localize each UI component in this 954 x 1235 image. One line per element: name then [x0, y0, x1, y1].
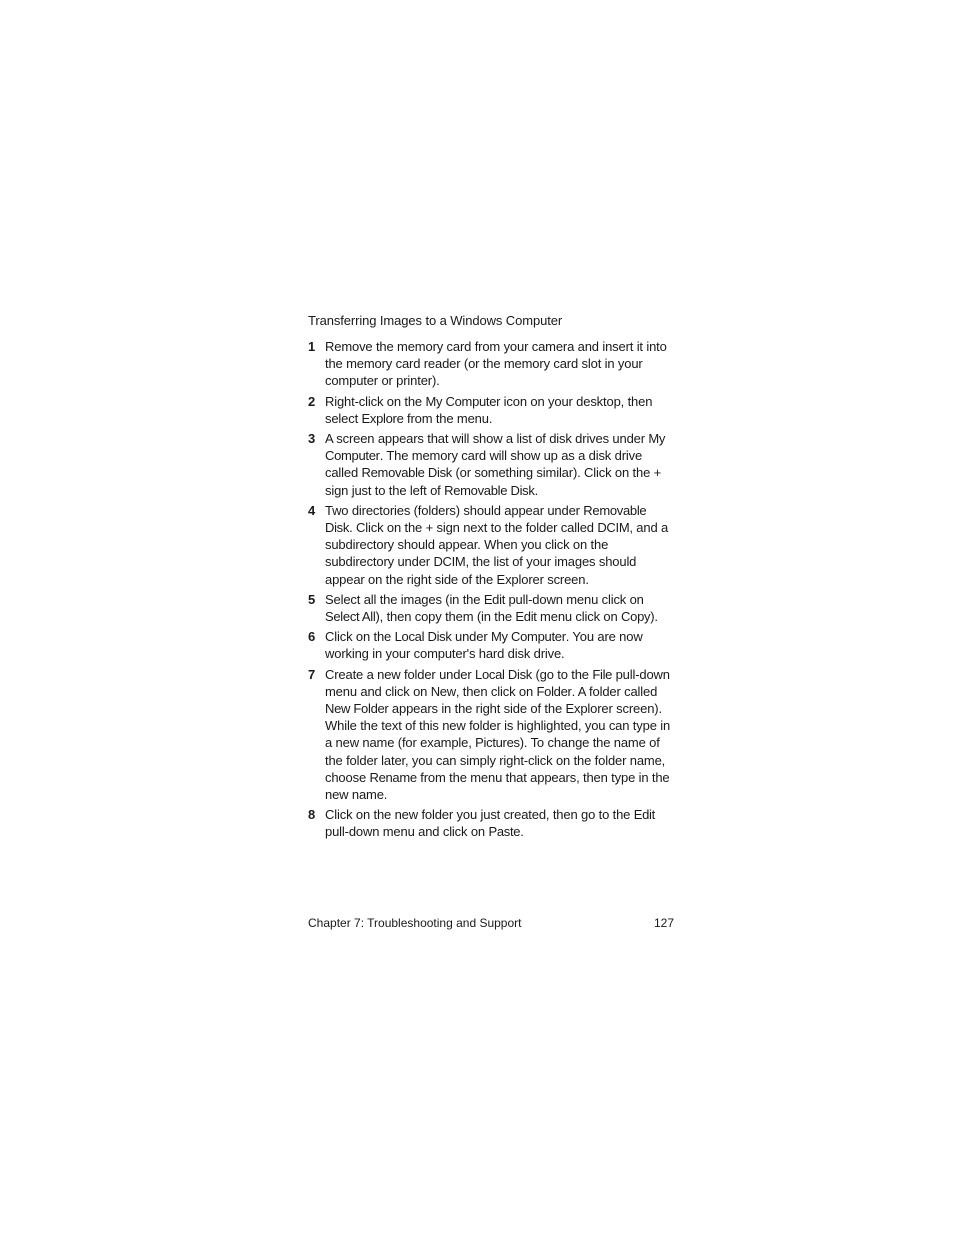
ui-term: Paste — [488, 824, 521, 840]
section-title: Transferring Images to a Windows Computer — [308, 313, 563, 328]
step-text-run: Two directories (folders) should appear under — [325, 502, 584, 518]
step-text-run: . A folder called — [571, 683, 658, 699]
step-text-run: Click on the — [325, 629, 395, 645]
step-item — [308, 430, 676, 499]
ui-term: Edit — [515, 609, 537, 625]
step-text-run: Create a new folder under — [325, 666, 476, 682]
step-number: 5 — [308, 591, 316, 607]
step-text-run: Right-click on the — [325, 393, 426, 409]
step-text-run: . The memory card will show up as a disk drive called — [325, 448, 643, 481]
step-number: 7 — [308, 666, 316, 682]
step-text-run: , the list of your images should appear on the right side of the Explorer screen. — [325, 554, 637, 587]
step-item — [308, 393, 676, 427]
ui-term: Edit — [483, 591, 506, 607]
step-text-run: Remove the memory card from your camera and insert it into the memory card reader (or the memory card slot in your computer or printer). — [325, 339, 667, 389]
step-text-run: pull-down menu and click on — [325, 824, 489, 840]
step-text — [325, 666, 676, 804]
ui-term: My Computer — [491, 629, 566, 645]
step-text-run: pull-down menu click on — [505, 591, 644, 607]
step-text-run: ). To change the name of the folder later, you can simply right-click on the folder name, choose — [325, 735, 666, 785]
step-text-run: . You are now working in your computer's hard disk drive. — [325, 629, 643, 662]
ui-term: My Computer — [425, 393, 501, 409]
ui-term: Edit — [633, 807, 655, 823]
step-number: 2 — [308, 393, 316, 409]
ui-term: Removable Disk — [361, 465, 452, 481]
ui-term: Removable Disk — [444, 482, 535, 498]
step-text — [325, 430, 676, 499]
step-text — [325, 628, 676, 662]
ui-term: Explore — [361, 410, 404, 426]
ui-term: Local Disk — [394, 629, 452, 645]
step-number: 4 — [308, 502, 316, 518]
step-text-run: . Click on the + sign next to the folder called — [349, 520, 598, 536]
step-text-run: under — [451, 629, 491, 645]
ui-term: Pictures — [475, 735, 520, 751]
page-number: 127 — [653, 916, 674, 930]
ui-term: New Folder — [325, 701, 389, 717]
ui-term: Select All — [325, 609, 376, 625]
step-text-run: (or something similar). Click on the + sign just to the left of — [325, 465, 662, 498]
step-text-run: ), then copy them (in the — [375, 609, 516, 625]
step-text-run: (go to the — [532, 666, 593, 682]
ui-term: Folder — [536, 683, 572, 699]
step-text-run: , and a subdirectory should appear. When you click on the subdirectory under — [325, 520, 669, 570]
step-text — [325, 338, 676, 390]
step-number: 8 — [308, 807, 316, 823]
step-item — [308, 338, 676, 390]
step-text-run: ). — [650, 609, 658, 625]
step-number: 1 — [308, 339, 316, 354]
step-number: 3 — [308, 431, 316, 447]
step-item — [308, 628, 676, 662]
step-text-run: pull-down menu and click on — [325, 666, 670, 699]
step-text-run: icon on your desktop, then select — [325, 393, 653, 426]
step-item — [308, 591, 676, 625]
step-item — [308, 666, 676, 804]
ui-term: File — [592, 666, 613, 682]
steps-list — [308, 338, 676, 844]
ui-term: Rename — [369, 769, 417, 785]
step-text-run: menu click on — [536, 609, 622, 625]
footer-chapter-title: Chapter 7: Troubleshooting and Support — [308, 916, 522, 930]
step-text-run: appears in the right side of the Explorer screen). While the text of this new folder is highlighted, you can type in a new name (for example, — [325, 701, 671, 751]
step-text — [325, 806, 676, 840]
step-text-run: . — [534, 482, 539, 498]
step-text-run: , then click on — [455, 683, 537, 699]
ui-term: DCIM — [433, 554, 466, 570]
ui-term: DCIM — [597, 520, 630, 536]
step-text — [325, 502, 676, 588]
step-text — [325, 591, 676, 625]
ui-term: Local Disk — [475, 666, 532, 682]
ui-term: New — [430, 683, 456, 699]
document-page — [308, 0, 676, 1235]
step-text-run: Select all the images (in the — [325, 591, 484, 607]
ui-term: Copy — [621, 609, 651, 625]
ui-term: My Computer — [325, 431, 666, 464]
step-number: 6 — [308, 629, 316, 645]
step-text-run: from the menu. — [403, 410, 493, 426]
step-text-run: . — [520, 824, 524, 840]
step-text-run: from the menu that appears, then type in the new name. — [325, 769, 670, 803]
step-item — [308, 806, 676, 840]
step-text-run: Click on the new folder you just created, then go to the — [325, 807, 634, 823]
step-item — [308, 502, 676, 588]
step-text-run: A screen appears that will show a list of disk drives under — [325, 431, 649, 447]
step-text — [325, 393, 676, 427]
ui-term: Removable Disk — [325, 502, 647, 536]
